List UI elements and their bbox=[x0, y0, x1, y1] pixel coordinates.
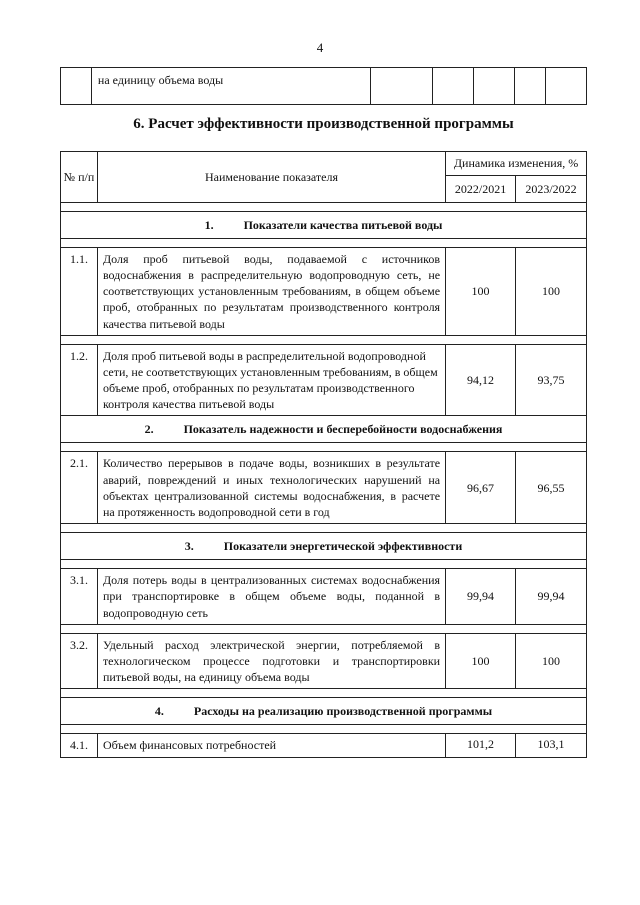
cell-empty bbox=[371, 68, 433, 105]
row-value-year1: 100 bbox=[446, 633, 516, 689]
col-header-name: Наименование показателя bbox=[97, 152, 445, 203]
section-title: 6. Расчет эффективности производственной программы bbox=[133, 116, 514, 132]
efficiency-table bbox=[60, 151, 587, 758]
row-value-year1: 101,2 bbox=[446, 734, 516, 757]
cell-empty bbox=[474, 68, 515, 105]
row-value-year1: 99,94 bbox=[446, 569, 516, 625]
table-row bbox=[61, 247, 587, 335]
cell-empty bbox=[515, 68, 546, 105]
row-indicator: Удельный расход электрической энергии, потребляемой в технологическом процессе подготовки и транспортировки питьевой воды, на единицу объема воды bbox=[97, 633, 445, 689]
col-header-year2: 2023/2022 bbox=[516, 175, 587, 202]
section-row bbox=[61, 533, 587, 560]
row-value-year2: 100 bbox=[516, 247, 587, 335]
row-number: 1.2. bbox=[61, 344, 98, 416]
row-indicator: Доля проб питьевой воды, подаваемой с источников водоснабжения в распределительную водопроводную сеть, не соответствующих установленным требованиям, в общем объеме проб, отобранных по результатам производственного контроля качества питьевой воды bbox=[97, 247, 445, 335]
section-number: 3. bbox=[184, 539, 194, 554]
cell-empty bbox=[433, 68, 474, 105]
continued-table-row bbox=[60, 67, 587, 105]
spacer-row bbox=[61, 689, 587, 698]
row-number: 2.1. bbox=[61, 452, 98, 524]
row-value-year1: 94,12 bbox=[446, 344, 516, 416]
section-heading: Расходы на реализацию производственной программы bbox=[193, 704, 493, 719]
table-row bbox=[61, 452, 587, 524]
cell-empty bbox=[546, 68, 587, 105]
row-value-year2: 100 bbox=[516, 633, 587, 689]
section-number: 1. bbox=[204, 217, 214, 232]
section-heading: Показатели качества питьевой воды bbox=[243, 217, 443, 232]
row-number: 1.1. bbox=[61, 247, 98, 335]
section-row bbox=[61, 698, 587, 725]
spacer-row bbox=[61, 443, 587, 452]
spacer-row bbox=[61, 202, 587, 211]
row-indicator: Количество перерывов в подаче воды, возникших в результате аварий, повреждений и иных технологических нарушений на объектах централизованной системы водоснабжения, в расчете на протяженность водопроводной сети в год bbox=[97, 452, 445, 524]
table-row bbox=[61, 633, 587, 689]
spacer-row bbox=[61, 725, 587, 734]
section-number: 2. bbox=[144, 422, 154, 437]
page-number: 4 bbox=[316, 40, 324, 55]
row-value-year2: 96,55 bbox=[516, 452, 587, 524]
cell-empty bbox=[61, 68, 92, 105]
row-number: 3.2. bbox=[61, 633, 98, 689]
row-value-year2: 93,75 bbox=[516, 344, 587, 416]
table-row bbox=[61, 68, 587, 105]
section-row bbox=[61, 416, 587, 443]
spacer-row bbox=[61, 335, 587, 344]
spacer-row bbox=[61, 238, 587, 247]
header-row bbox=[61, 152, 587, 176]
col-header-year1: 2022/2021 bbox=[446, 175, 516, 202]
row-indicator: Доля потерь воды в централизованных системах водоснабжения при транспортировке в общем объеме воды, поданной в водопроводную сеть bbox=[97, 569, 445, 625]
col-header-num: № п/п bbox=[61, 152, 98, 203]
spacer-row bbox=[61, 624, 587, 633]
row-value-year2: 103,1 bbox=[516, 734, 587, 757]
section-row bbox=[61, 211, 587, 238]
row-value-year2: 99,94 bbox=[516, 569, 587, 625]
table-row bbox=[61, 734, 587, 757]
spacer-row bbox=[61, 560, 587, 569]
section-heading: Показатель надежности и бесперебойности водоснабжения bbox=[183, 422, 503, 437]
row-value-year1: 96,67 bbox=[446, 452, 516, 524]
table-row bbox=[61, 569, 587, 625]
row-indicator: Доля проб питьевой воды в распределительной водопроводной сети, не соответствующих установленным требованиям, в общем объеме проб, отобранных по результатам производственного контроля качества питьевой воды bbox=[97, 344, 445, 416]
continued-text: на единицу объема воды bbox=[91, 68, 371, 105]
spacer-row bbox=[61, 524, 587, 533]
row-indicator: Объем финансовых потребностей bbox=[97, 734, 445, 757]
row-number: 3.1. bbox=[61, 569, 98, 625]
table-row bbox=[61, 344, 587, 416]
row-value-year1: 100 bbox=[446, 247, 516, 335]
row-number: 4.1. bbox=[61, 734, 98, 757]
section-heading: Показатели энергетической эффективности bbox=[223, 539, 463, 554]
section-number: 4. bbox=[154, 704, 164, 719]
col-header-dynamics: Динамика изменения, % bbox=[446, 152, 587, 176]
